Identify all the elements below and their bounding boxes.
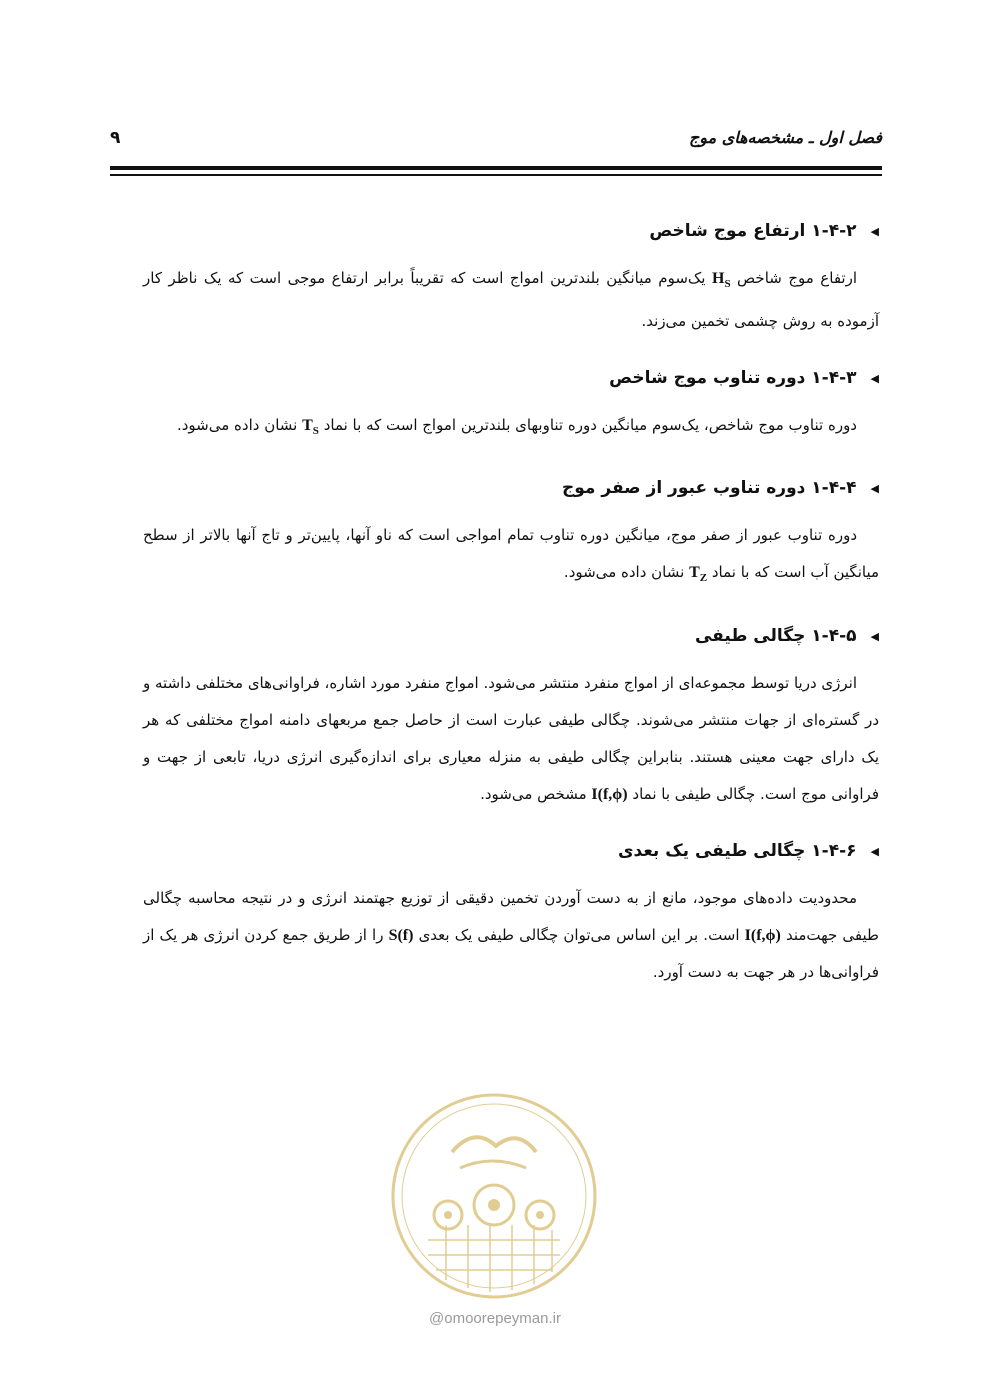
running-header: [110, 128, 882, 158]
bullet-icon: ◀: [870, 844, 879, 858]
symbol-s-f: S(f): [388, 926, 414, 944]
running-title: فصل اول ـ مشخصه‌های موج: [688, 128, 882, 147]
section-heading: [143, 619, 879, 653]
section-heading: [143, 361, 879, 395]
symbol-subscript: S: [312, 425, 319, 438]
section-paragraph: [143, 665, 879, 813]
header-rule-thin: [110, 174, 882, 176]
paragraph-text: دوره تناوب عبور از صفر موج، میانگین دوره تناوب تمام امواجی است که ناو آنها، پایین‌تر و تاج آنها بالاتر از سطح میانگین آب است که با نماد: [143, 526, 879, 582]
section-heading-text: ۱-۴-۶ چگالی طیفی یک بعدی: [617, 840, 857, 861]
paragraph-text: محدودیت داده‌های موجود، مانع از به دست آوردن تخمین دقیقی از توزیع جهتمند انرژی و در نتیجه محاسبه چگالی طیفی جهت‌مند: [143, 888, 879, 944]
section-heading: [143, 471, 879, 505]
section-heading-text: ۱-۴-۳ دوره تناوب موج شاخص: [609, 368, 857, 389]
symbol-ts: [302, 417, 319, 438]
symbol-main: T: [689, 564, 700, 582]
symbol-subscript: Z: [699, 572, 708, 585]
paragraph-text: یک‌سوم میانگین بلندترین امواج است که تقریباً برابر ارتفاع موجی است که یک ناظر کار آزموده به روش چشمی تخمین می‌زند.: [143, 269, 879, 331]
symbol-main: H: [711, 270, 725, 287]
header-rule-thick: [110, 166, 882, 170]
symbol-i-f-phi: I(f,ϕ): [744, 926, 781, 944]
paragraph-text: مشخص می‌شود.: [480, 784, 592, 803]
symbol-hs: [711, 270, 731, 291]
section-heading-text: ۱-۴-۴ دوره تناوب عبور از صفر موج: [562, 478, 857, 499]
bullet-icon: ◀: [870, 372, 879, 386]
symbol-tz: [689, 564, 708, 585]
symbol-main: T: [302, 417, 313, 435]
section-heading-text: ۱-۴-۲ ارتفاع موج شاخص: [649, 221, 857, 241]
page-number: ۹: [110, 128, 121, 148]
section-paragraph: [143, 260, 879, 340]
symbol-subscript: S: [724, 278, 731, 291]
section-heading: [143, 834, 879, 868]
paragraph-text: انرژی دریا توسط مجموعه‌ای از امواج منفرد منتشر می‌شود. امواج منفرد مورد اشاره، فراوانی‌های مختلفی داشته و در گستره‌ای از جهات منتشر می‌شوند. چگالی طیفی عبارت است از حاصل جمع مربعهای دامنه امواج مختلفی که هر یک دارای جهت معینی هستند. بنابراین چگالی طیفی به منزله معیاری برای اندازه‌گیری انرژی دریا، تابعی از جهت و فراوانی موج است. چگالی طیفی با نماد: [142, 673, 879, 803]
bullet-icon: ◀: [870, 629, 879, 643]
bullet-icon: ◀: [870, 225, 879, 238]
section-paragraph: [143, 407, 879, 450]
paragraph-text: است. بر این اساس می‌توان چگالی طیفی یک بعدی: [413, 925, 745, 944]
watermark-url: @omoorepeyman.ir: [429, 1310, 561, 1327]
section-heading-text: ۱-۴-۵ چگالی طیفی: [694, 625, 857, 646]
bullet-icon: ◀: [870, 482, 879, 496]
symbol-i-f-phi: I(f,ϕ): [591, 785, 628, 803]
paragraph-text: ارتفاع موج شاخص: [730, 269, 857, 287]
page-body: [143, 214, 879, 1012]
paragraph-text: دوره تناوب موج شاخص، یک‌سوم میانگین دوره تناوبهای بلندترین امواج است که با نماد: [318, 416, 857, 435]
watermark-logo-icon: [388, 1090, 600, 1302]
paragraph-text: را از طریق جمع کردن انرژی هر یک از فراوانی‌ها در هر جهت به دست آورد.: [143, 925, 879, 981]
section-paragraph: [143, 517, 879, 597]
paragraph-text: نشان داده می‌شود.: [563, 563, 690, 582]
section-heading: [143, 214, 879, 248]
paragraph-text: نشان داده می‌شود.: [176, 416, 303, 435]
section-paragraph: [143, 880, 879, 991]
